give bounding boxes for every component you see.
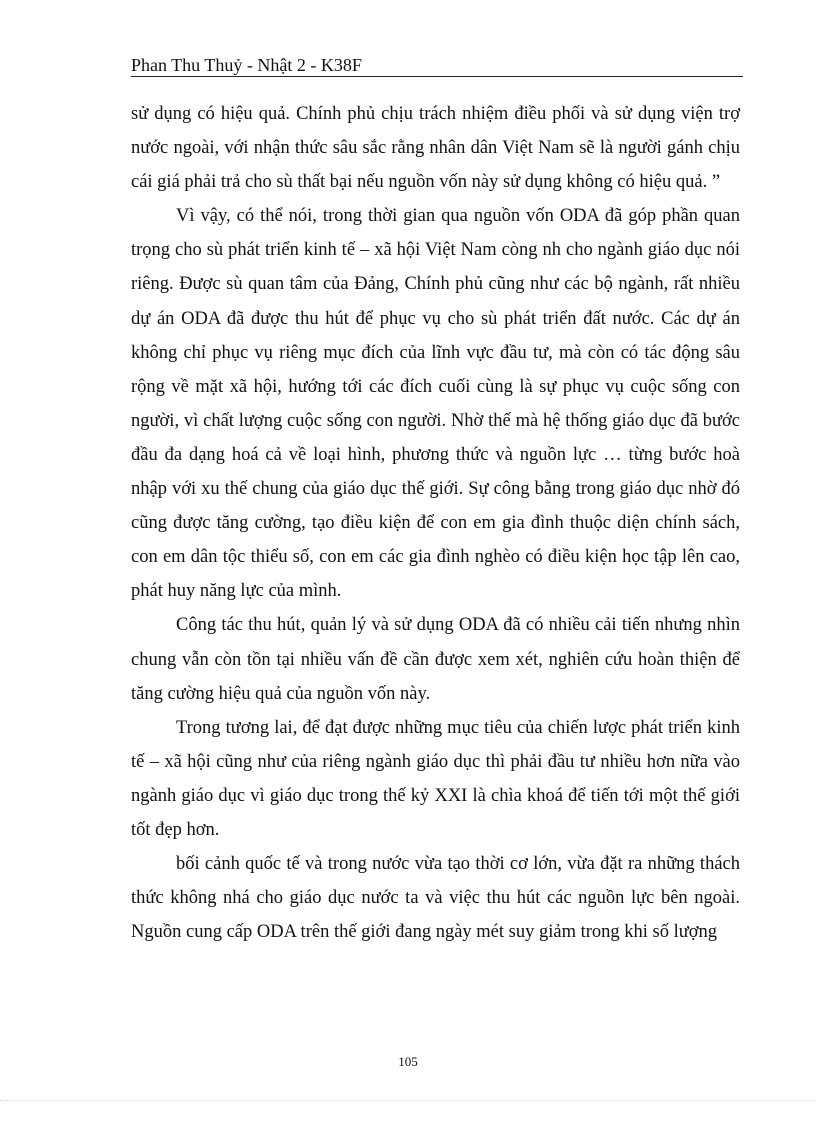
paragraph-continuation: sử dụng có hiệu quả. Chính phủ chịu trách nhiệm điều phối và sử dụng viện trợ nước ngoài, với nhận thức sâu sắc rằng nhân dân Việt Nam sẽ là người gánh chịu cái giá phải trả cho sù thất bại nếu nguồn vốn này sử dụng không có hiệu quả. ” xyxy=(131,104,740,193)
paragraph-oda-management: Công tác thu hút, quản lý và sử dụng ODA đã có nhiều cải tiến nhưng nhìn chung vẫn còn tồn tại nhiều vấn đề cần được xem xét, nghiên cứu hoàn thiện để tăng cường hiệu quả của nguồn vốn này. xyxy=(131,615,740,704)
footer-divider xyxy=(0,1100,816,1101)
paragraph-oda-contribution: Vì vậy, có thể nói, trong thời gian qua nguồn vốn ODA đã góp phần quan trọng cho sù phát triển kinh tế – xã hội Việt Nam còng nh cho ngành giáo dục nói riêng. Được sù quan tâm của Đảng, Chính phủ cũng như các bộ ngành, rất nhiều dự án ODA đã được thu hút để phục vụ cho sù phát triển đất nước. Các dự án không chỉ phục vụ riêng mục đích của lĩnh vực đầu tư, mà còn có tác động sâu rộng về mặt xã hội, hướng tới các đích cuối cùng là sự phục vụ cuộc sống con người, vì chất lượng cuộc sống con người. Nhờ thế mà hệ thống giáo dục đã bước đầu đa dạng hoá cả về loại hình, phương thức và nguồn lực … từng bước hoà nhập với xu thế chung của giáo dục thế giới. Sự công bằng trong giáo dục nhờ đó cũng được tăng cường, tạo điều kiện để con em gia đình thuộc diện chính sách, con em dân tộc thiểu số, con em các gia đình nghèo có điều kiện học tập lên cao, phát huy năng lực của mình. xyxy=(131,206,740,602)
header-divider xyxy=(131,76,743,77)
paragraph-context: bối cảnh quốc tế và trong nước vừa tạo thời cơ lớn, vừa đặt ra những thách thức không nhá cho giáo dục nước ta và việc thu hút các nguồn lực bên ngoài. Nguồn cung cấp ODA trên thế giới đang ngày mét suy giảm trong khi số lượng xyxy=(131,854,740,943)
document-body xyxy=(131,97,740,949)
page-number: 105 xyxy=(398,1054,418,1069)
running-header: Phan Thu Thuỷ - Nhật 2 - K38F xyxy=(131,55,362,75)
paragraph-future-goals: Trong tương lai, để đạt được những mục tiêu của chiến lược phát triển kinh tế – xã hội cũng như của riêng ngành giáo dục thì phải đầu tư nhiều hơn nữa vào ngành giáo dục vì giáo dục trong thế kỷ XXI là chìa khoá để tiến tới một thế giới tốt đẹp hơn. xyxy=(131,717,740,840)
